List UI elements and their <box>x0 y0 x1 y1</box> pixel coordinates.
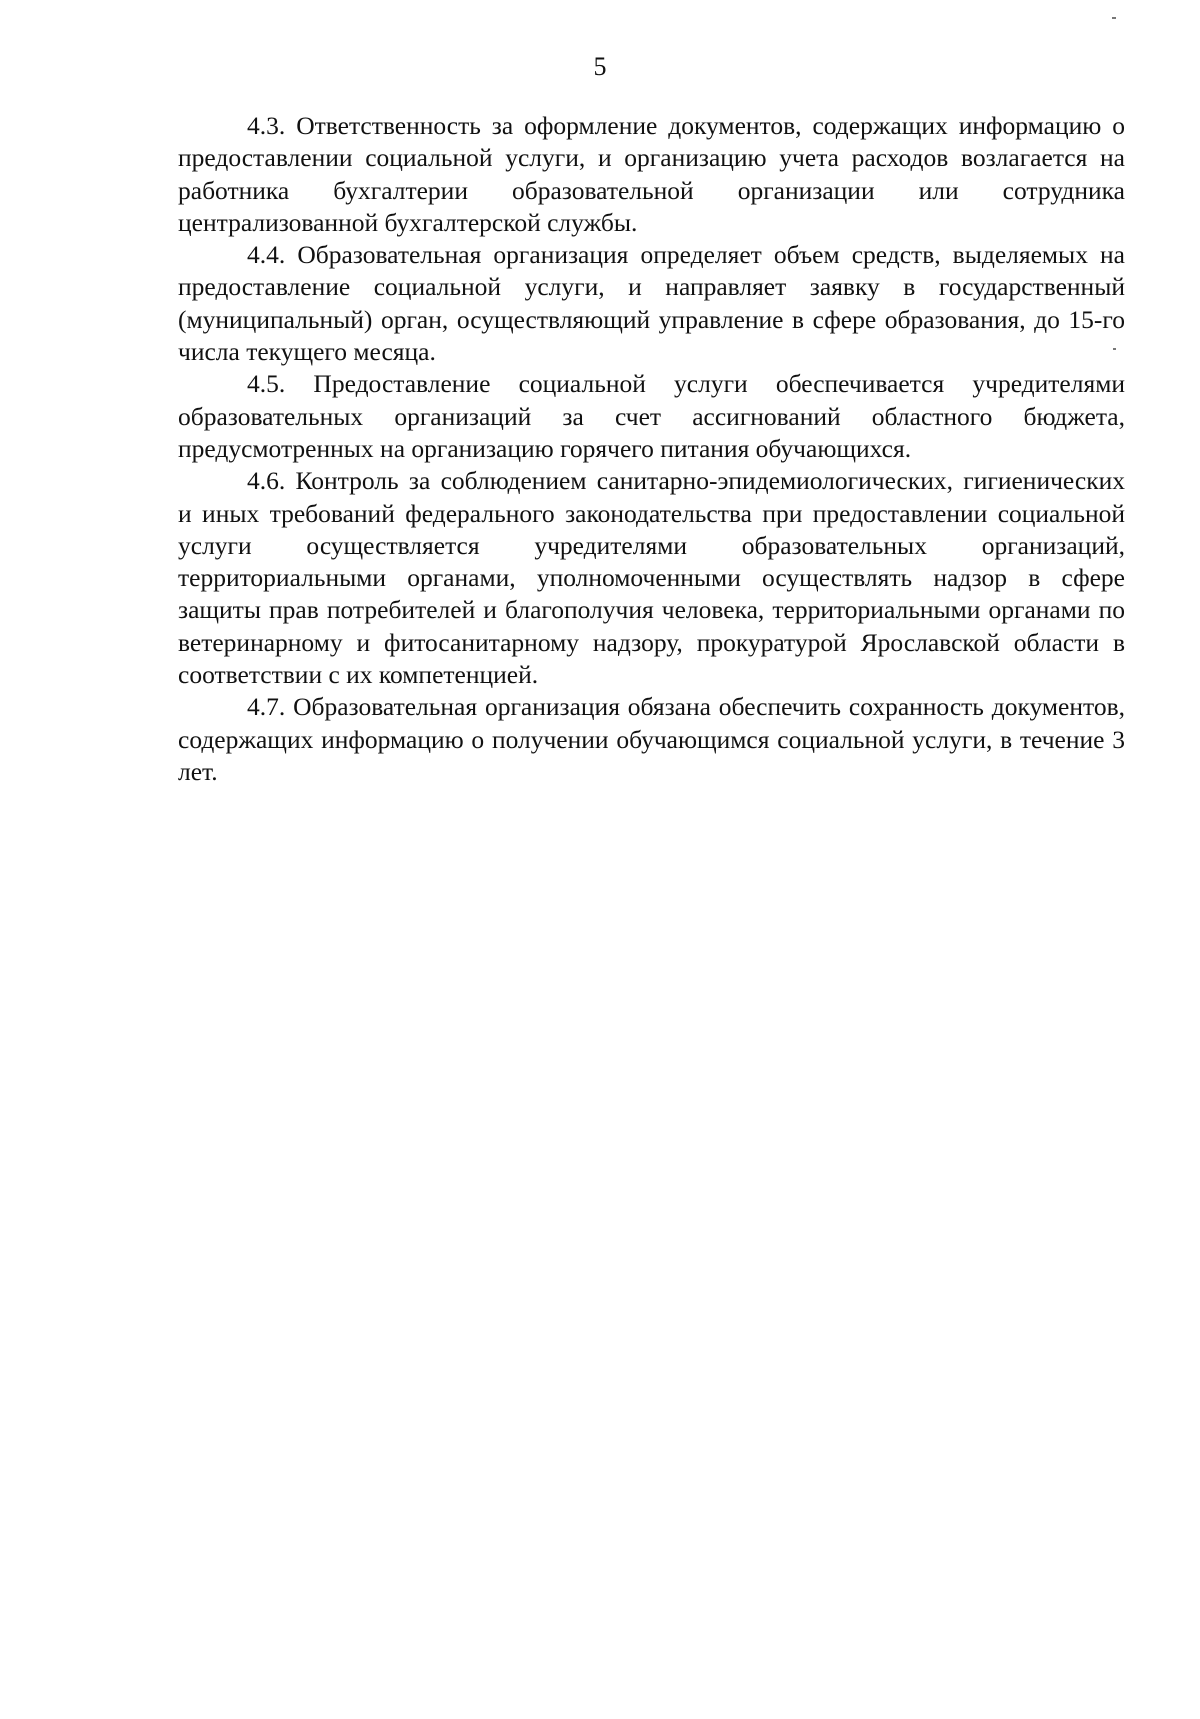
paragraph-4-5: 4.5. Предоставление социальной услуги обеспечивается учредителями образовательных организаций за счет ассигнований областного бюджета, предусмотренных на организацию горячего питания обучающихся. <box>178 369 1125 463</box>
paragraph-4-4: 4.4. Образовательная организация определяет объем средств, выделяемых на предоставление социальной услуги, и направляет заявку в государственный (муниципальный) орган, осуществляющий управление в сфере образования, до 15-го числа текущего месяца. <box>178 240 1125 367</box>
paragraph-4-3: 4.3. Ответственность за оформление документов, содержащих информацию о предоставлении социальной услуги, и организацию учета расходов возлагается на работника бухгалтерии образовательной организации или сотрудника централизованной бухгалтерской службы. <box>178 111 1125 237</box>
paragraph-4-6: 4.6. Контроль за соблюдением санитарно-эпидемиологических, гигиенических и иных требований федерального законодательства при предоставлении социальной услуги осуществляется учредителями образовательных организаций, территориальными органами, уполномоченными осуществлять надзор в сфере защиты прав потребителей и благополучия человека, территориальными органами по ветеринарному и фитосанитарному надзору, прокуратурой Ярославской области в соответствии с их компетенцией. <box>178 466 1125 690</box>
scan-speck <box>1112 17 1116 19</box>
document-body <box>178 110 1125 788</box>
paragraph-4-7: 4.7. Образовательная организация обязана обеспечить сохранность документов, содержащих информацию о получении обучающимся социальной услуги, в течение 3 лет. <box>178 692 1125 786</box>
page-number: 5 <box>593 52 607 81</box>
